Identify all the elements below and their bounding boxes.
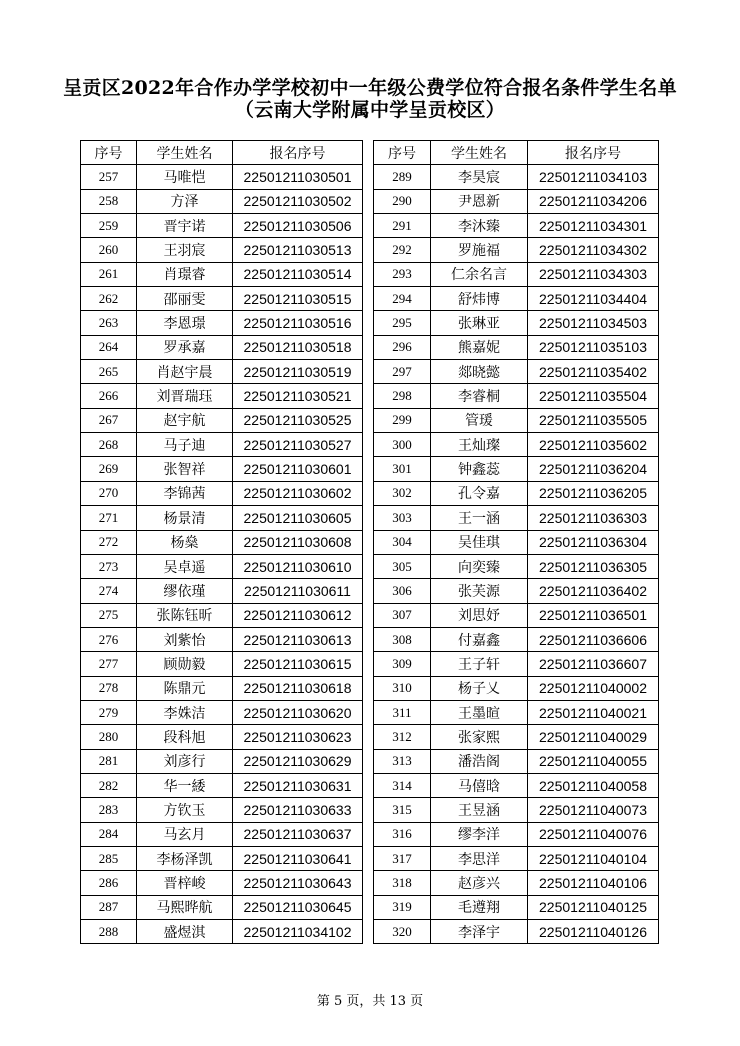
table-row <box>374 287 659 311</box>
row-seq: 289 <box>374 165 431 189</box>
reg-number: 22501211030623 <box>233 725 363 749</box>
header-name: 学生姓名 <box>431 141 528 165</box>
row-seq: 286 <box>81 871 137 895</box>
table-row <box>81 822 363 846</box>
row-seq: 302 <box>374 481 431 505</box>
student-name: 赵彦兴 <box>431 871 528 895</box>
student-name: 付嘉鑫 <box>431 627 528 651</box>
reg-number: 22501211030641 <box>233 846 363 870</box>
student-name: 张芙源 <box>431 579 528 603</box>
student-name: 李睿桐 <box>431 384 528 408</box>
table-row <box>81 579 363 603</box>
student-table-right <box>373 140 659 944</box>
row-seq: 284 <box>81 822 137 846</box>
reg-number: 22501211030637 <box>233 822 363 846</box>
reg-number: 22501211036305 <box>528 554 659 578</box>
table-row <box>81 481 363 505</box>
row-seq: 304 <box>374 530 431 554</box>
row-seq: 299 <box>374 408 431 432</box>
table-row <box>374 554 659 578</box>
reg-number: 22501211030516 <box>233 311 363 335</box>
table-row <box>81 652 363 676</box>
table-row <box>81 335 363 359</box>
row-seq: 258 <box>81 189 137 213</box>
table-row <box>374 749 659 773</box>
reg-number: 22501211030629 <box>233 749 363 773</box>
table-row <box>81 214 363 238</box>
row-seq: 280 <box>81 725 137 749</box>
table-row <box>81 554 363 578</box>
student-name: 张智祥 <box>137 457 233 481</box>
table-row <box>81 676 363 700</box>
student-name: 顾勋毅 <box>137 652 233 676</box>
student-name: 罗施福 <box>431 238 528 262</box>
table-row <box>374 871 659 895</box>
reg-number: 22501211040126 <box>528 920 659 944</box>
reg-number: 22501211040058 <box>528 773 659 797</box>
row-seq: 308 <box>374 627 431 651</box>
reg-number: 22501211036606 <box>528 627 659 651</box>
reg-number: 22501211036501 <box>528 603 659 627</box>
row-seq: 277 <box>81 652 137 676</box>
reg-number: 22501211030518 <box>233 335 363 359</box>
reg-number: 22501211040029 <box>528 725 659 749</box>
reg-number: 22501211034103 <box>528 165 659 189</box>
table-row <box>81 773 363 797</box>
reg-number: 22501211035504 <box>528 384 659 408</box>
reg-number: 22501211030633 <box>233 798 363 822</box>
row-seq: 261 <box>81 262 137 286</box>
student-name: 李恩璟 <box>137 311 233 335</box>
reg-number: 22501211030611 <box>233 579 363 603</box>
table-row <box>374 725 659 749</box>
reg-number: 22501211034302 <box>528 238 659 262</box>
student-name: 马子迪 <box>137 433 233 457</box>
reg-number: 22501211030515 <box>233 287 363 311</box>
student-name: 杨燊 <box>137 530 233 554</box>
reg-number: 22501211030645 <box>233 895 363 919</box>
row-seq: 291 <box>374 214 431 238</box>
table-row <box>374 895 659 919</box>
reg-number: 22501211036303 <box>528 506 659 530</box>
row-seq: 318 <box>374 871 431 895</box>
student-name: 邵丽雯 <box>137 287 233 311</box>
row-seq: 257 <box>81 165 137 189</box>
student-name: 李昊宸 <box>431 165 528 189</box>
table-row <box>81 287 363 311</box>
table-row <box>81 871 363 895</box>
student-name: 吴卓遥 <box>137 554 233 578</box>
row-seq: 272 <box>81 530 137 554</box>
reg-number: 22501211036402 <box>528 579 659 603</box>
student-name: 管瑗 <box>431 408 528 432</box>
row-seq: 300 <box>374 433 431 457</box>
table-row <box>374 846 659 870</box>
row-seq: 263 <box>81 311 137 335</box>
row-seq: 287 <box>81 895 137 919</box>
row-seq: 265 <box>81 360 137 384</box>
row-seq: 317 <box>374 846 431 870</box>
table-row <box>81 384 363 408</box>
row-seq: 266 <box>81 384 137 408</box>
table-row <box>81 238 363 262</box>
row-seq: 301 <box>374 457 431 481</box>
table-row <box>81 749 363 773</box>
row-seq: 269 <box>81 457 137 481</box>
student-name: 马熙晔航 <box>137 895 233 919</box>
table-row <box>81 798 363 822</box>
row-seq: 264 <box>81 335 137 359</box>
row-seq: 311 <box>374 700 431 724</box>
reg-number: 22501211030501 <box>233 165 363 189</box>
student-table-left <box>80 140 363 944</box>
table-row <box>81 360 363 384</box>
row-seq: 285 <box>81 846 137 870</box>
student-name: 孔令嘉 <box>431 481 528 505</box>
student-name: 王子轩 <box>431 652 528 676</box>
table-row <box>374 262 659 286</box>
table-row <box>81 627 363 651</box>
reg-number: 22501211034503 <box>528 311 659 335</box>
reg-number: 22501211030613 <box>233 627 363 651</box>
student-name: 刘紫怡 <box>137 627 233 651</box>
row-seq: 303 <box>374 506 431 530</box>
header-name: 学生姓名 <box>137 141 233 165</box>
table-row <box>374 603 659 627</box>
table-row <box>374 506 659 530</box>
table-row <box>374 481 659 505</box>
student-name: 毛遵翔 <box>431 895 528 919</box>
row-seq: 260 <box>81 238 137 262</box>
row-seq: 320 <box>374 920 431 944</box>
row-seq: 306 <box>374 579 431 603</box>
student-name: 李思洋 <box>431 846 528 870</box>
table-row <box>374 408 659 432</box>
student-name: 刘彦行 <box>137 749 233 773</box>
reg-number: 22501211030602 <box>233 481 363 505</box>
row-seq: 294 <box>374 287 431 311</box>
student-name: 缪李洋 <box>431 822 528 846</box>
table-row <box>374 530 659 554</box>
student-name: 郯晓懿 <box>431 360 528 384</box>
student-name: 张陈钰昕 <box>137 603 233 627</box>
table-header-row <box>81 141 363 165</box>
reg-number: 22501211040002 <box>528 676 659 700</box>
row-seq: 295 <box>374 311 431 335</box>
reg-number: 22501211034303 <box>528 262 659 286</box>
student-name: 吴佳琪 <box>431 530 528 554</box>
reg-number: 22501211030527 <box>233 433 363 457</box>
document-title: 呈贡区2022年合作办学学校初中一年级公费学位符合报名条件学生名单 <box>63 77 677 99</box>
reg-number: 22501211040073 <box>528 798 659 822</box>
table-row <box>81 725 363 749</box>
table-row <box>374 798 659 822</box>
reg-number: 22501211030514 <box>233 262 363 286</box>
reg-number: 22501211036607 <box>528 652 659 676</box>
student-name: 王羽宸 <box>137 238 233 262</box>
row-seq: 274 <box>81 579 137 603</box>
student-name: 仁余名言 <box>431 262 528 286</box>
document-subtitle: （云南大学附属中学呈贡校区） <box>234 99 506 121</box>
row-seq: 314 <box>374 773 431 797</box>
table-row <box>81 165 363 189</box>
row-seq: 276 <box>81 627 137 651</box>
table-row <box>374 311 659 335</box>
reg-number: 22501211030521 <box>233 384 363 408</box>
table-row <box>81 700 363 724</box>
row-seq: 305 <box>374 554 431 578</box>
table-header-row <box>374 141 659 165</box>
table-row <box>374 360 659 384</box>
reg-number: 22501211030601 <box>233 457 363 481</box>
row-seq: 319 <box>374 895 431 919</box>
row-seq: 275 <box>81 603 137 627</box>
row-seq: 271 <box>81 506 137 530</box>
student-name: 李杨泽凯 <box>137 846 233 870</box>
row-seq: 309 <box>374 652 431 676</box>
table-row <box>81 506 363 530</box>
reg-number: 22501211030643 <box>233 871 363 895</box>
reg-number: 22501211035602 <box>528 433 659 457</box>
student-name: 华一緌 <box>137 773 233 797</box>
row-seq: 296 <box>374 335 431 359</box>
student-name: 熊嘉妮 <box>431 335 528 359</box>
row-seq: 283 <box>81 798 137 822</box>
table-row <box>81 457 363 481</box>
row-seq: 282 <box>81 773 137 797</box>
reg-number: 22501211040076 <box>528 822 659 846</box>
student-name: 张家熙 <box>431 725 528 749</box>
reg-number: 22501211030620 <box>233 700 363 724</box>
row-seq: 267 <box>81 408 137 432</box>
reg-number: 22501211040125 <box>528 895 659 919</box>
table-row <box>374 920 659 944</box>
student-name: 马僖晗 <box>431 773 528 797</box>
reg-number: 22501211030519 <box>233 360 363 384</box>
reg-number: 22501211030618 <box>233 676 363 700</box>
header-seq: 序号 <box>81 141 137 165</box>
student-name: 马玄月 <box>137 822 233 846</box>
row-seq: 312 <box>374 725 431 749</box>
table-row <box>374 189 659 213</box>
student-name: 王灿璨 <box>431 433 528 457</box>
student-name: 王一涵 <box>431 506 528 530</box>
row-seq: 288 <box>81 920 137 944</box>
header-seq: 序号 <box>374 141 431 165</box>
student-name: 李泽宇 <box>431 920 528 944</box>
reg-number: 22501211030605 <box>233 506 363 530</box>
reg-number: 22501211030631 <box>233 773 363 797</box>
reg-number: 22501211034301 <box>528 214 659 238</box>
student-name: 肖赵宇晨 <box>137 360 233 384</box>
table-row <box>374 335 659 359</box>
table-row <box>81 311 363 335</box>
student-name: 王昱涵 <box>431 798 528 822</box>
student-name: 晋宇诺 <box>137 214 233 238</box>
student-name: 段科旭 <box>137 725 233 749</box>
table-row <box>374 822 659 846</box>
row-seq: 290 <box>374 189 431 213</box>
student-name: 张琳亚 <box>431 311 528 335</box>
table-row <box>81 920 363 944</box>
table-row <box>374 773 659 797</box>
reg-number: 22501211040106 <box>528 871 659 895</box>
row-seq: 310 <box>374 676 431 700</box>
student-name: 王墨暄 <box>431 700 528 724</box>
student-name: 李锦茜 <box>137 481 233 505</box>
row-seq: 297 <box>374 360 431 384</box>
reg-number: 22501211030513 <box>233 238 363 262</box>
table-row <box>374 579 659 603</box>
reg-number: 22501211034102 <box>233 920 363 944</box>
student-name: 盛煜淇 <box>137 920 233 944</box>
student-name: 向奕臻 <box>431 554 528 578</box>
row-seq: 292 <box>374 238 431 262</box>
student-name: 李沐臻 <box>431 214 528 238</box>
reg-number: 22501211034404 <box>528 287 659 311</box>
student-name: 马唯恺 <box>137 165 233 189</box>
student-name: 方钦玉 <box>137 798 233 822</box>
row-seq: 316 <box>374 822 431 846</box>
header-reg-number: 报名序号 <box>528 141 659 165</box>
reg-number: 22501211040055 <box>528 749 659 773</box>
reg-number: 22501211030608 <box>233 530 363 554</box>
row-seq: 268 <box>81 433 137 457</box>
row-seq: 262 <box>81 287 137 311</box>
row-seq: 293 <box>374 262 431 286</box>
table-row <box>81 530 363 554</box>
table-row <box>374 652 659 676</box>
row-seq: 281 <box>81 749 137 773</box>
student-name: 潘浩阁 <box>431 749 528 773</box>
row-seq: 315 <box>374 798 431 822</box>
reg-number: 22501211036205 <box>528 481 659 505</box>
table-row <box>374 700 659 724</box>
reg-number: 22501211035505 <box>528 408 659 432</box>
table-row <box>81 603 363 627</box>
reg-number: 22501211030525 <box>233 408 363 432</box>
row-seq: 278 <box>81 676 137 700</box>
student-name: 钟鑫蕊 <box>431 457 528 481</box>
reg-number: 22501211040021 <box>528 700 659 724</box>
reg-number: 22501211035103 <box>528 335 659 359</box>
row-seq: 273 <box>81 554 137 578</box>
student-name: 肖璟睿 <box>137 262 233 286</box>
table-row <box>374 627 659 651</box>
table-row <box>81 262 363 286</box>
student-name: 尹恩新 <box>431 189 528 213</box>
student-name: 刘思妤 <box>431 603 528 627</box>
table-row <box>374 238 659 262</box>
row-seq: 313 <box>374 749 431 773</box>
row-seq: 307 <box>374 603 431 627</box>
student-name: 刘晋瑞珏 <box>137 384 233 408</box>
table-row <box>374 214 659 238</box>
table-row <box>374 165 659 189</box>
table-row <box>81 408 363 432</box>
header-reg-number: 报名序号 <box>233 141 363 165</box>
reg-number: 22501211036204 <box>528 457 659 481</box>
page-footer: 第 5 页，共 13 页 <box>316 994 424 1009</box>
table-row <box>81 189 363 213</box>
student-name: 杨景清 <box>137 506 233 530</box>
row-seq: 270 <box>81 481 137 505</box>
student-name: 罗承嘉 <box>137 335 233 359</box>
reg-number: 22501211030612 <box>233 603 363 627</box>
student-name: 杨子乂 <box>431 676 528 700</box>
table-row <box>374 457 659 481</box>
table-row <box>81 433 363 457</box>
reg-number: 22501211030610 <box>233 554 363 578</box>
row-seq: 279 <box>81 700 137 724</box>
reg-number: 22501211030502 <box>233 189 363 213</box>
table-row <box>81 846 363 870</box>
student-name: 方泽 <box>137 189 233 213</box>
row-seq: 259 <box>81 214 137 238</box>
table-row <box>374 384 659 408</box>
reg-number: 22501211040104 <box>528 846 659 870</box>
table-row <box>81 895 363 919</box>
reg-number: 22501211036304 <box>528 530 659 554</box>
row-seq: 298 <box>374 384 431 408</box>
student-name: 赵宇航 <box>137 408 233 432</box>
reg-number: 22501211030506 <box>233 214 363 238</box>
student-name: 晋梓峻 <box>137 871 233 895</box>
table-row <box>374 433 659 457</box>
student-name: 李姝洁 <box>137 700 233 724</box>
student-name: 陈鼎元 <box>137 676 233 700</box>
reg-number: 22501211030615 <box>233 652 363 676</box>
reg-number: 22501211035402 <box>528 360 659 384</box>
student-name: 舒炜博 <box>431 287 528 311</box>
table-row <box>374 676 659 700</box>
reg-number: 22501211034206 <box>528 189 659 213</box>
student-name: 缪依瑾 <box>137 579 233 603</box>
